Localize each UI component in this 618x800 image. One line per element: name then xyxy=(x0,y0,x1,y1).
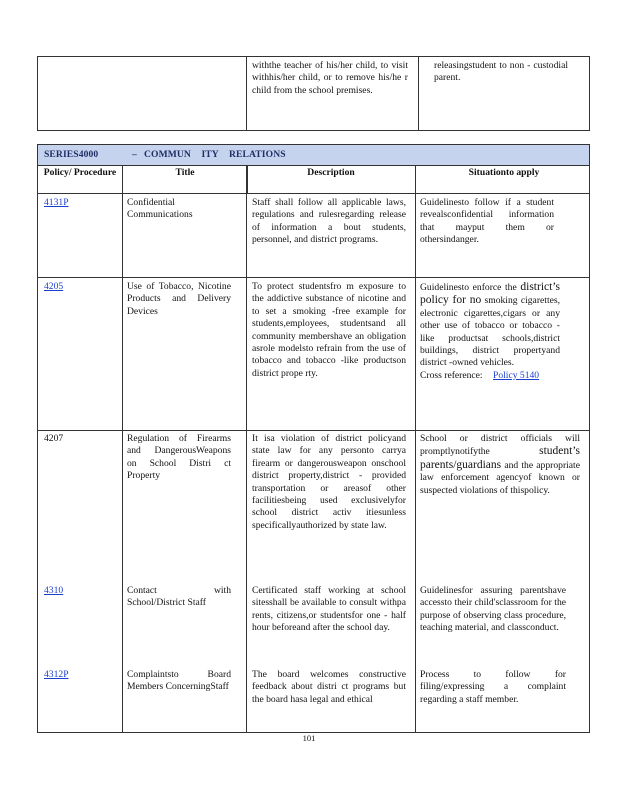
situation-text: Guidelinesto follow if a student revealsconfidential information that mayput them or othersindanger. xyxy=(420,197,554,246)
col-header-situation: Situationto apply xyxy=(468,167,540,178)
situation-text: Process to follow for filing/expressing a complaint regarding a staff member. xyxy=(420,669,566,705)
series-dash: – xyxy=(132,149,137,160)
situation-text-large: district’s policy for no xyxy=(420,281,560,307)
policy-title: Confidential Communications xyxy=(127,197,193,221)
column-divider xyxy=(246,57,247,130)
row-divider xyxy=(38,277,589,278)
policy-title: Regulation of Firearms and DangerousWeapons on School Distri ct Property xyxy=(127,433,231,482)
policy-title: Contact with School/District Staff xyxy=(127,585,231,609)
policy-number: 4207 xyxy=(44,433,64,444)
situation-cell xyxy=(420,281,560,382)
series-title: COMMUN ITY RELATIONS xyxy=(144,149,286,160)
column-divider xyxy=(418,57,419,130)
row-divider xyxy=(38,430,589,431)
policy-link[interactable]: 4205 xyxy=(44,281,64,292)
policy-description: The board welcomes constructive feedback about distri ct programs but the board hasa legal and ethical xyxy=(252,669,406,705)
situation-text: Guidelinesfor assuring parentshave accessto their child'sclassroom for the purpose of observing class procedure, teaching material, and classconduct. xyxy=(420,585,566,634)
situation-text-large: student’s parents/guardians xyxy=(420,445,580,471)
policy-description: To protect studentsfro m exposure to the addictive substance of nicotine and to set a smoking -free example for students,employees, studentsand all community membershave an obligation asrole modelsto refrain from the use of tobacco and tobacco -like productson district prope rty. xyxy=(252,281,406,379)
situation-text: Guidelinesto enforce the xyxy=(420,282,517,293)
policy-description: Staff shall follow all applicable laws, regulations and rulesregarding release of information a bout students, personnel, and district programs. xyxy=(252,197,406,246)
situation-text: and the appropriate law enforcement agencyof known or suspected violations of thispolicy. xyxy=(420,459,580,496)
cross-reference-link[interactable]: Policy 5140 xyxy=(493,369,540,381)
series-table xyxy=(37,144,590,733)
series-header xyxy=(38,145,589,166)
policy-description: It isa violation of district policyand state law for any personto carrya firearm or dangerousweapon onschool district property,district - provided transportation or areasof other facilitiesbeing used exclusivelyfor school district activ itiesunless specificallyauthorized by state law. xyxy=(252,433,406,531)
policy-title: Complaintsto Board Members ConcerningStaff xyxy=(127,669,231,693)
column-divider xyxy=(247,165,248,193)
col-header-title: Title xyxy=(175,167,195,178)
col-header-policy: Policy/ Procedure xyxy=(43,167,117,178)
situation-cell xyxy=(420,433,580,497)
policy-title: Use of Tobacco, Nicotine Products and Delivery Devices xyxy=(127,281,231,317)
column-header-row xyxy=(38,165,589,194)
situation-continued: releasingstudent to non - custodial parent. xyxy=(434,60,568,84)
policy-link[interactable]: 4312P xyxy=(44,669,69,680)
page-number: 101 xyxy=(302,733,316,743)
series-code: SERIES4000 xyxy=(44,149,99,160)
column-divider xyxy=(246,165,247,732)
description-continued: withthe teacher of his/her child, to visit withhis/her child, or to remove his/he r child from the school premises. xyxy=(252,60,408,96)
cross-reference-label: Cross reference: xyxy=(420,369,483,381)
situation-cell xyxy=(420,197,554,247)
policy-link[interactable]: 4131P xyxy=(44,197,69,208)
situation-cell xyxy=(420,669,566,706)
situation-text: School or district officials will promptlynotifythe xyxy=(420,433,580,458)
policy-link[interactable]: 4310 xyxy=(44,585,64,596)
situation-text: smoking cigarettes, electronic cigarettes,cigars or any other use of tobacco or tobacco -like productsat schools,district buildings, district propertyand district -owned vehicles. xyxy=(420,295,560,369)
column-divider xyxy=(122,165,123,732)
situation-cell xyxy=(420,585,566,635)
continued-table xyxy=(37,56,590,131)
col-header-description: Description xyxy=(307,167,355,178)
policy-description: Certificated staff working at school sitesshall be available to consult withpa rents, citizens,or studentsfor one - half hour beforeand after the school day. xyxy=(252,585,406,634)
column-divider xyxy=(415,165,416,732)
